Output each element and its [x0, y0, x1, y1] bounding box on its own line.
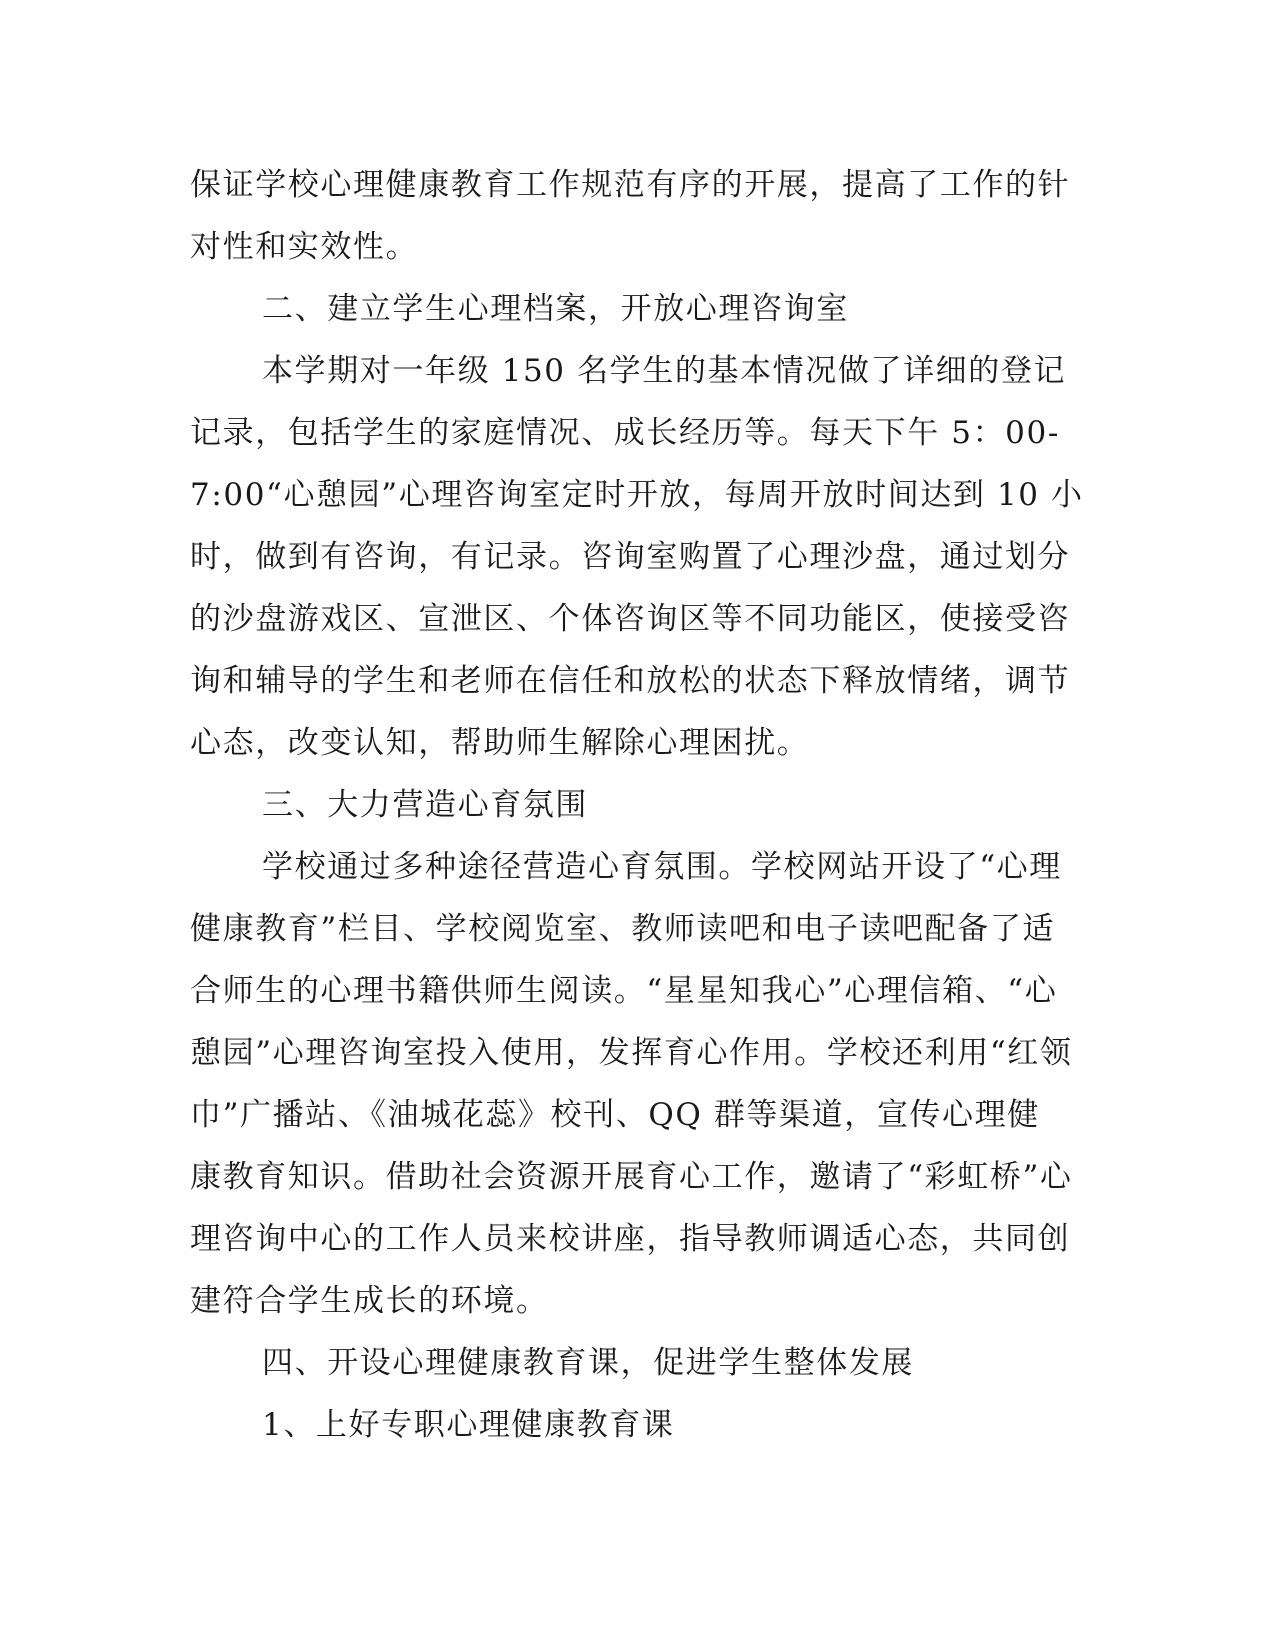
text-line: 记录，包括学生的家庭情况、成长经历等。每天下午 5：00- — [190, 415, 1060, 451]
text-line: 巾”广播站、《油城花蕊》校刊、QQ 群等渠道，宣传心理健 — [190, 1097, 1040, 1133]
text-line: 对性和实效性。 — [190, 229, 419, 265]
text-line: 询和辅导的学生和老师在信任和放松的状态下释放情绪，调节 — [190, 663, 1071, 699]
section-heading-3: 三、大力营造心育氛围 — [262, 787, 588, 823]
text-line: 康教育知识。借助社会资源开展育心工作，邀请了“彩虹桥”心 — [190, 1159, 1073, 1195]
section-heading-2: 二、建立学生心理档案，开放心理咨询室 — [262, 291, 849, 327]
text-line: 7:00“心憩园”心理咨询室定时开放，每周开放时间达到 10 小 — [190, 477, 1084, 513]
text-line: 时，做到有咨询，有记录。咨询室购置了心理沙盘，通过划分 — [190, 539, 1071, 575]
text-line: 的沙盘游戏区、宣泄区、个体咨询区等不同功能区，使接受咨 — [190, 601, 1071, 637]
text-line: 心态，改变认知，帮助师生解除心理困扰。 — [190, 725, 810, 761]
text-line: 理咨询中心的工作人员来校讲座，指导教师调适心态，共同创 — [190, 1221, 1071, 1257]
text-line: 合师生的心理书籍供师生阅读。“星星知我心”心理信箱、“心 — [190, 973, 1058, 1009]
paragraph-start: 学校通过多种途径营造心育氛围。学校网站开设了“心理 — [262, 849, 1062, 885]
text-line: 憩园”心理咨询室投入使用，发挥育心作用。学校还利用“红领 — [190, 1035, 1073, 1071]
text-line: 建符合学生成长的环境。 — [190, 1283, 549, 1319]
document-body — [190, 154, 1090, 1456]
text-line: 保证学校心理健康教育工作规范有序的开展，提高了工作的针 — [190, 167, 1071, 203]
text-line: 健康教育”栏目、学校阅览室、教师读吧和电子读吧配备了适 — [190, 911, 1056, 947]
paragraph-start: 本学期对一年级 150 名学生的基本情况做了详细的登记 — [262, 353, 1067, 389]
subsection-heading-1: 1、上好专职心理健康教育课 — [262, 1407, 675, 1443]
section-heading-4: 四、开设心理健康教育课，促进学生整体发展 — [262, 1345, 914, 1381]
